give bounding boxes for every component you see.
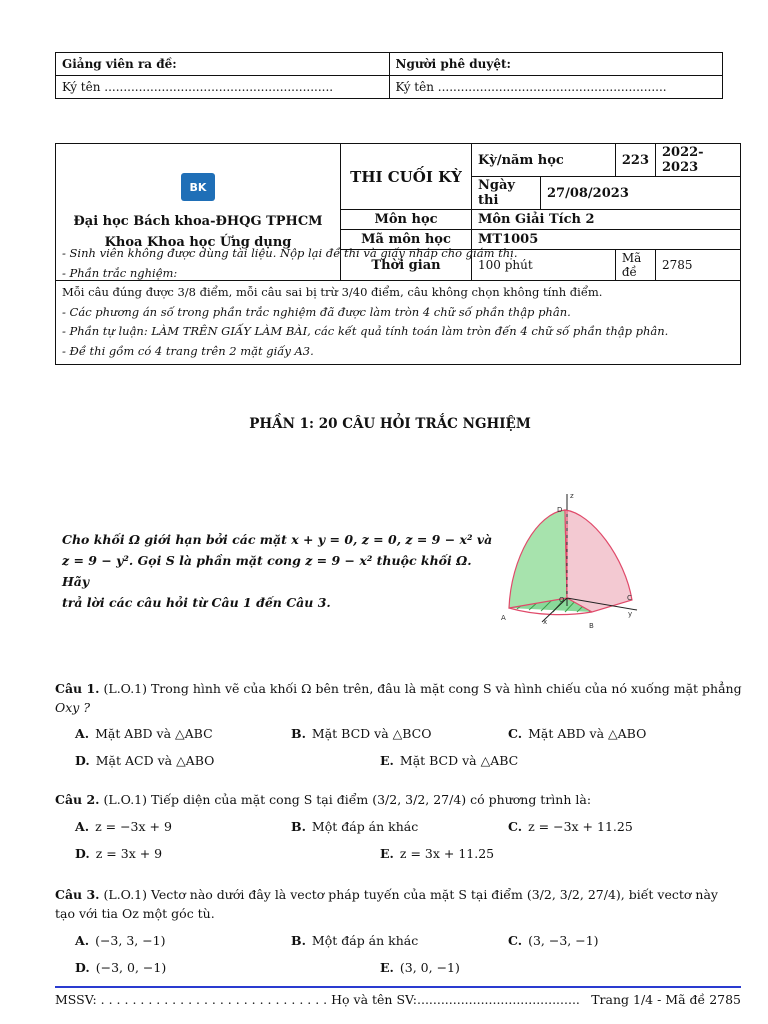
- note-item: - Phần tự luận: LÀM TRÊN GIẤY LÀM BÀI, các kết quả tính toán làm tròn đến 4 chữ số phần thập phân.: [62, 324, 669, 338]
- academic-year: 2022-2023: [656, 144, 741, 177]
- option-b[interactable]: B. Một đáp án khác: [291, 933, 419, 948]
- option-c[interactable]: C. (3, −3, −1): [508, 933, 599, 948]
- exam-instructions: [55, 242, 741, 365]
- subject-name: Môn Giải Tích 2: [472, 210, 741, 230]
- question-2: [55, 792, 745, 807]
- option-e[interactable]: E. (3, 0, −1): [380, 960, 460, 975]
- lecturer-label: Giảng viên ra đề:: [56, 53, 390, 76]
- date-label: Ngày thi: [472, 177, 541, 210]
- option-c[interactable]: C. z = −3x + 11.25: [508, 819, 633, 834]
- exam-title: THI CUỐI KỲ: [341, 144, 472, 210]
- section-title: PHẦN 1: 20 CÂU HỎI TRẮC NGHIỆM: [249, 416, 531, 432]
- green-surface: [509, 510, 567, 608]
- option-e[interactable]: E. z = 3x + 11.25: [380, 846, 495, 861]
- university-logo: BK: [181, 173, 215, 201]
- question-text-cont: Oxy ?: [55, 700, 91, 715]
- option-d[interactable]: D. Mặt ACD và △ABO: [75, 753, 215, 768]
- problem-intro: [62, 529, 502, 613]
- question-text-cont: tạo với tia Oz một góc tù.: [55, 906, 215, 921]
- question-text: (L.O.1) Vectơ nào dưới đây là vectơ pháp tuyến của mặt S tại điểm (3/2, 3/2, 27/4), biết vectơ này: [103, 887, 718, 902]
- option-c[interactable]: C. Mặt ABD và △ABO: [508, 726, 647, 741]
- label-x: x: [543, 618, 548, 626]
- time-label: Thời gian: [341, 250, 472, 281]
- intro-line: Cho khối Ω giới hạn bởi các mặt x + y = 0, z = 0, z = 9 − x² và: [62, 532, 493, 547]
- code-label: Mã môn học: [341, 230, 472, 250]
- note-item: Mỗi câu đúng được 3/8 điểm, mỗi câu sai bị trừ 3/40 điểm, câu không chọn không tính điểm.: [62, 285, 603, 299]
- version-code: 2785: [656, 250, 741, 281]
- version-label: Mã đề: [615, 250, 655, 281]
- label-a: A: [501, 614, 506, 622]
- note-item: - Đề thi gồm có 4 trang trên 2 mặt giấy A3.: [62, 343, 314, 358]
- page-footer: [55, 986, 741, 1007]
- label-z: z: [570, 492, 574, 500]
- note-item: - Sinh viên không được dùng tài liệu. Nộp lại đề thi và giấy nháp cho giám thị.: [62, 246, 518, 260]
- approver-label: Người phê duyệt:: [389, 53, 723, 76]
- question-number: Câu 1.: [55, 681, 100, 696]
- subject-label: Môn học: [341, 210, 472, 230]
- option-e[interactable]: E. Mặt BCD và △ABC: [380, 753, 519, 768]
- lecturer-signature: Ký tên ............................................................: [56, 76, 390, 99]
- note-item: - Các phương án số trong phần trắc nghiệm đã được làm tròn 4 chữ số phần thập phân.: [62, 304, 571, 319]
- option-a[interactable]: A. Mặt ABD và △ABC: [75, 726, 213, 741]
- student-info-line: MSSV: . . . . . . . . . . . . . . . . . . . . . . . . . . . . . Họ và tên SV:.........................................: [55, 992, 580, 1007]
- page-number: Trang 1/4 - Mã đề 2785: [591, 992, 741, 1007]
- pink-surface: [565, 510, 632, 612]
- label-c: C: [627, 594, 632, 602]
- question-number: Câu 3.: [55, 887, 100, 902]
- intro-line: trả lời các câu hỏi từ Câu 1 đến Câu 3.: [62, 595, 331, 610]
- solid-figure: [497, 488, 642, 630]
- note-item: - Phần trắc nghiệm:: [62, 265, 178, 280]
- question-number: Câu 2.: [55, 792, 100, 807]
- term-code: 223: [615, 144, 655, 177]
- question-3: [55, 885, 745, 923]
- label-b: B: [589, 622, 594, 630]
- question-text: (L.O.1) Trong hình vẽ của khối Ω bên trên, đâu là mặt cong S và hình chiếu của nó xuống mặt phẳng: [103, 681, 742, 696]
- intro-line: z = 9 − y². Gọi S là phần mặt cong z = 9 − x² thuộc khối Ω. Hãy: [62, 553, 472, 589]
- exam-date: 27/08/2023: [541, 177, 741, 210]
- option-a[interactable]: A. z = −3x + 9: [75, 819, 172, 834]
- label-y: y: [628, 610, 633, 618]
- faculty-name: Khoa Khoa học Ứng dụng: [104, 235, 292, 250]
- subject-code: MT1005: [472, 230, 741, 250]
- question-text: (L.O.1) Tiếp diện của mặt cong S tại điểm (3/2, 3/2, 27/4) có phương trình là:: [103, 792, 592, 807]
- option-b[interactable]: B. Mặt BCD và △BCO: [291, 726, 432, 741]
- label-d: D: [557, 506, 563, 514]
- signature-table: [55, 52, 723, 99]
- option-d[interactable]: D. z = 3x + 9: [75, 846, 163, 861]
- exam-duration: 100 phút: [472, 250, 616, 281]
- question-1: [55, 679, 745, 717]
- option-b[interactable]: B. Một đáp án khác: [291, 819, 419, 834]
- university-name: Đại học Bách khoa-ĐHQG TPHCM: [73, 214, 323, 229]
- approver-signature: Ký tên ............................................................: [389, 76, 723, 99]
- label-o: O: [559, 596, 565, 604]
- option-d[interactable]: D. (−3, 0, −1): [75, 960, 167, 975]
- term-label: Kỳ/năm học: [472, 144, 616, 177]
- option-a[interactable]: A. (−3, 3, −1): [75, 933, 166, 948]
